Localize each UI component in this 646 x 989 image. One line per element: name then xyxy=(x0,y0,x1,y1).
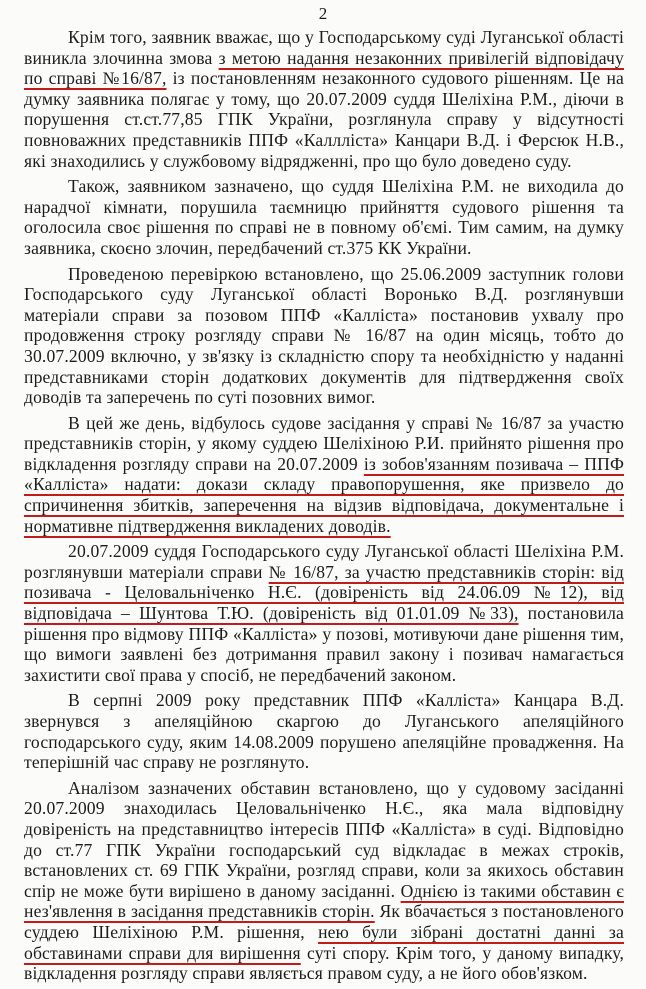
text-segment: Крім того, заявник вважає, що у Господарському суді Луганської області виникла злочинна змова xyxy=(24,27,624,68)
paragraph xyxy=(24,778,624,984)
text-segment: Також, заявником зазначено, що суддя Шеліхіна Р.М. не виходила до нарадчої кімнати, порушила таємницю прийняття судового рішення та оголосила своє рішення по справі не в повному об'ємі. Тим самим, на думку заявника, скоєно злочин, передбачений ст.375 КК України. xyxy=(24,176,624,258)
underlined-text: з метою надання незаконних привілегій відповідачу по справі №16/87, xyxy=(24,47,624,89)
text-segment: суті спору. Крім того, у даному випадку, відкладення розгляду справи являється правом суду, а не його обов'язком. xyxy=(24,942,625,984)
text-segment: В цей же день, відбулось судове засідання у справі № 16/87 за участю представників сторін, у якому суддею Шеліхіною Р.И. прийнято рішення про відкладення розгляду справи на 20.07.2009 xyxy=(24,412,624,474)
paragraph xyxy=(24,413,624,537)
paragraph xyxy=(24,176,624,258)
text-segment: із постановленням незаконного судового рішенням. Це на думку заявника полягає у тому, що 20.07.2009 суддя Шеліхіна Р.М., діючи в порушення ст.ст.77,85 ГПК України, розглянула справу у відсутності повноважних представників ППФ «Каллліста» Канцари В.Д. і Ферсюк Н.В., які знаходились у службовому відрядженні, про що було доведено суду. xyxy=(24,68,624,171)
text-segment: постановила рішення про відмову ППФ «Калліста» у позові, мотивуючи дане рішення тим, що вимоги заявлені без дотримання правил закону і позивач намагається захистити свої права у спосіб, не передбачений законом. xyxy=(24,603,624,685)
paragraph xyxy=(24,690,624,772)
text-segment: Аналізом зазначених обставин встановлено, що у судовому засіданні 20.07.2009 знаходилась Целовальніченко Н.Є., яка мала відповідну довіреність на представництво інтересів ППФ «Калліста» в суді. Відповідно до ст.77 ГПК України господарський суд відкладає в межах строків, встановлених ст. 69 ГПК України, розгляд справи, коли за якихось обставин спір не може бути вирішено в даному засіданні. xyxy=(24,777,624,901)
paragraph xyxy=(24,541,624,685)
text-segment: В серпні 2009 року представник ППФ «Калліста» Канцара В.Д. звернувся з апеляційною скаргою до Луганського апеляційного господарського суду, яким 14.08.2009 порушено апеляційне провадження. На теперішній час справу не розглянуто. xyxy=(24,690,624,773)
document-body xyxy=(24,27,624,989)
paragraph xyxy=(24,264,624,408)
text-segment: Проведеною перевіркою встановлено, що 25.06.2009 заступник голови Господарського суду Луганської області Воронько В.Д. розглянувши матеріали справи за позовом ППФ «Калліста» постановив ухвалу про продовження строку розгляду справи № 16/87 на один місяць, тобто до 30.07.2009 включно, у зв'язку із складністю спору та необхідністю у наданні представниками сторін додаткових документів для підтвердження своїх доводів та заперечень по суті позовних вимог. xyxy=(24,263,624,408)
page-number: 2 xyxy=(318,4,328,23)
underlined-text: із зобов'язанням позивача – ППФ «Калліста» надати: докази складу правопорушення, яке призвело до спричинення збитків, заперечення на відзив відповідача, документальне і нормативне підтвердження викладених доводів. xyxy=(24,453,624,536)
paragraph xyxy=(24,27,624,171)
text-segment: 20.07.2009 суддя Господарського суду Луганської області Шеліхіна Р.М. розглянувши матеріали справи xyxy=(24,541,624,582)
underlined-text: Однією із такими обставин є нез'явлення в засідання представників сторін. xyxy=(24,880,624,922)
text-segment: Як вбачається з постановленого суддею Шеліхіною Р.М. рішення, xyxy=(24,901,624,942)
underlined-text: нею були зібрані достатні данні за обставинами справи для вирішення xyxy=(24,921,624,963)
underlined-text: № 16/87, за участю представників сторін: від позивача - Целовальніченко Н.Є. (довіреність від 24.06.09 №12), від відповідача – Шунтова Т.Ю. (довіреність від 01.01.09 №33), xyxy=(24,561,624,624)
